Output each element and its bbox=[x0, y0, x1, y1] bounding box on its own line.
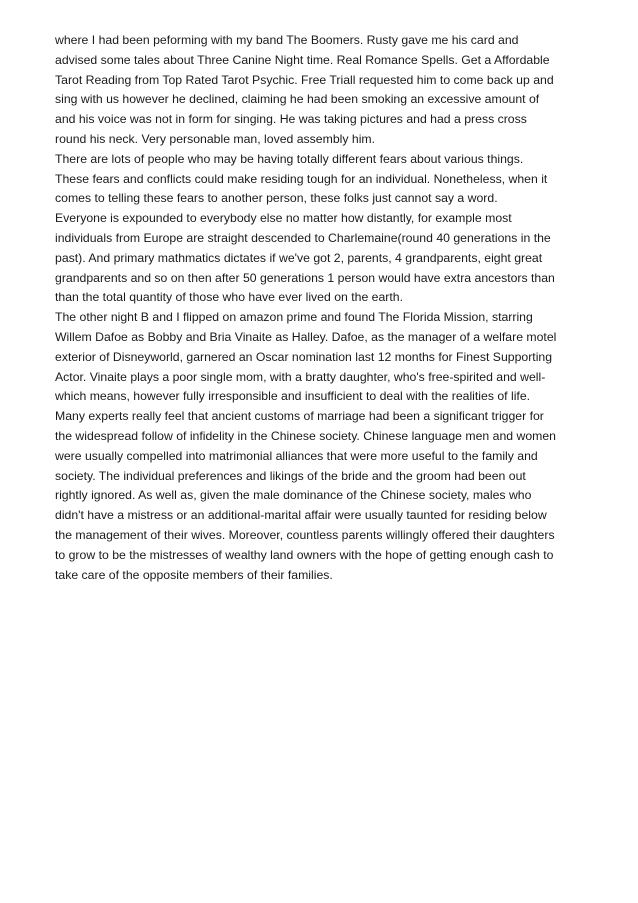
text-line: exterior of Disneyworld, garnered an Oscar nomination last 12 months for Finest Supporting bbox=[55, 349, 553, 364]
text-line: Everyone is expounded to everybody else no matter how distantly, for example most bbox=[55, 211, 512, 226]
text-line: comes to telling these fears to another person, these folks just cannot say a word. bbox=[55, 191, 498, 206]
text-line: The other night B and I flipped on amazon prime and found The Florida Mission, starring bbox=[55, 310, 533, 325]
text-line: where I had been peforming with my band The Boomers. Rusty gave me his card and bbox=[55, 33, 519, 47]
body-text bbox=[55, 31, 591, 585]
text-line: the widespread follow of infidelity in the Chinese society. Chinese language men and women bbox=[55, 428, 556, 443]
text-line: than the total quantity of those who have ever lived on the earth. bbox=[55, 290, 403, 305]
text-line: to grow to be the mistresses of wealthy land owners with the hope of getting enough cash to bbox=[55, 547, 554, 562]
text-line: take care of the opposite members of their families. bbox=[55, 567, 333, 582]
text-line: There are lots of people who may be having totally different fears about various things. bbox=[55, 151, 524, 166]
text-line: past). And primary mathmatics dictates if we've got 2, parents, 4 grandparents, eight great bbox=[55, 250, 543, 265]
text-line: grandparents and so on then after 50 generations 1 person would have extra ancestors than bbox=[55, 270, 555, 285]
text-line: Tarot Reading from Top Rated Tarot Psychic. Free Triall requested him to come back up and bbox=[55, 72, 554, 87]
text-line: advised some tales about Three Canine Night time. Real Romance Spells. Get a Affordable bbox=[55, 52, 550, 67]
text-line: Many experts really feel that ancient customs of marriage had been a significant trigger for bbox=[55, 409, 544, 424]
text-line: the management of their wives. Moreover, countless parents willingly offered their daughters bbox=[55, 527, 555, 542]
text-line: individuals from Europe are straight descended to Charlemaine(round 40 generations in the bbox=[55, 230, 551, 245]
text-line: These fears and conflicts could make residing tough for an individual. Nonetheless, when it bbox=[55, 171, 548, 186]
text-line: rightly ignored. As well as, given the male dominance of the Chinese society, males who bbox=[55, 488, 532, 503]
text-line: round his neck. Very personable man, loved assembly him. bbox=[55, 131, 376, 146]
text-line: Actor. Vinaite plays a poor single mom, with a bratty daughter, who's free-spirited and well- bbox=[55, 369, 546, 384]
text-line: society. The individual preferences and likings of the bride and the groom had been out bbox=[55, 468, 526, 483]
text-line: which means, however fully irresponsible and insufficient to deal with the realities of life. bbox=[55, 389, 531, 404]
text-line: were usually compelled into matrimonial alliances that were more useful to the family and bbox=[55, 448, 538, 463]
text-line: Willem Dafoe as Bobby and Bria Vinaite as Halley. Dafoe, as the manager of a welfare motel bbox=[55, 329, 557, 344]
text-line: and his voice was not in form for singing. He was taking pictures and had a press cross bbox=[55, 112, 527, 127]
text-line: didn't have a mistress or an additional-marital affair were usually taunted for residing below bbox=[55, 508, 547, 523]
text-line: sing with us however he declined, claiming he had been smoking an excessive amount of bbox=[55, 92, 540, 107]
